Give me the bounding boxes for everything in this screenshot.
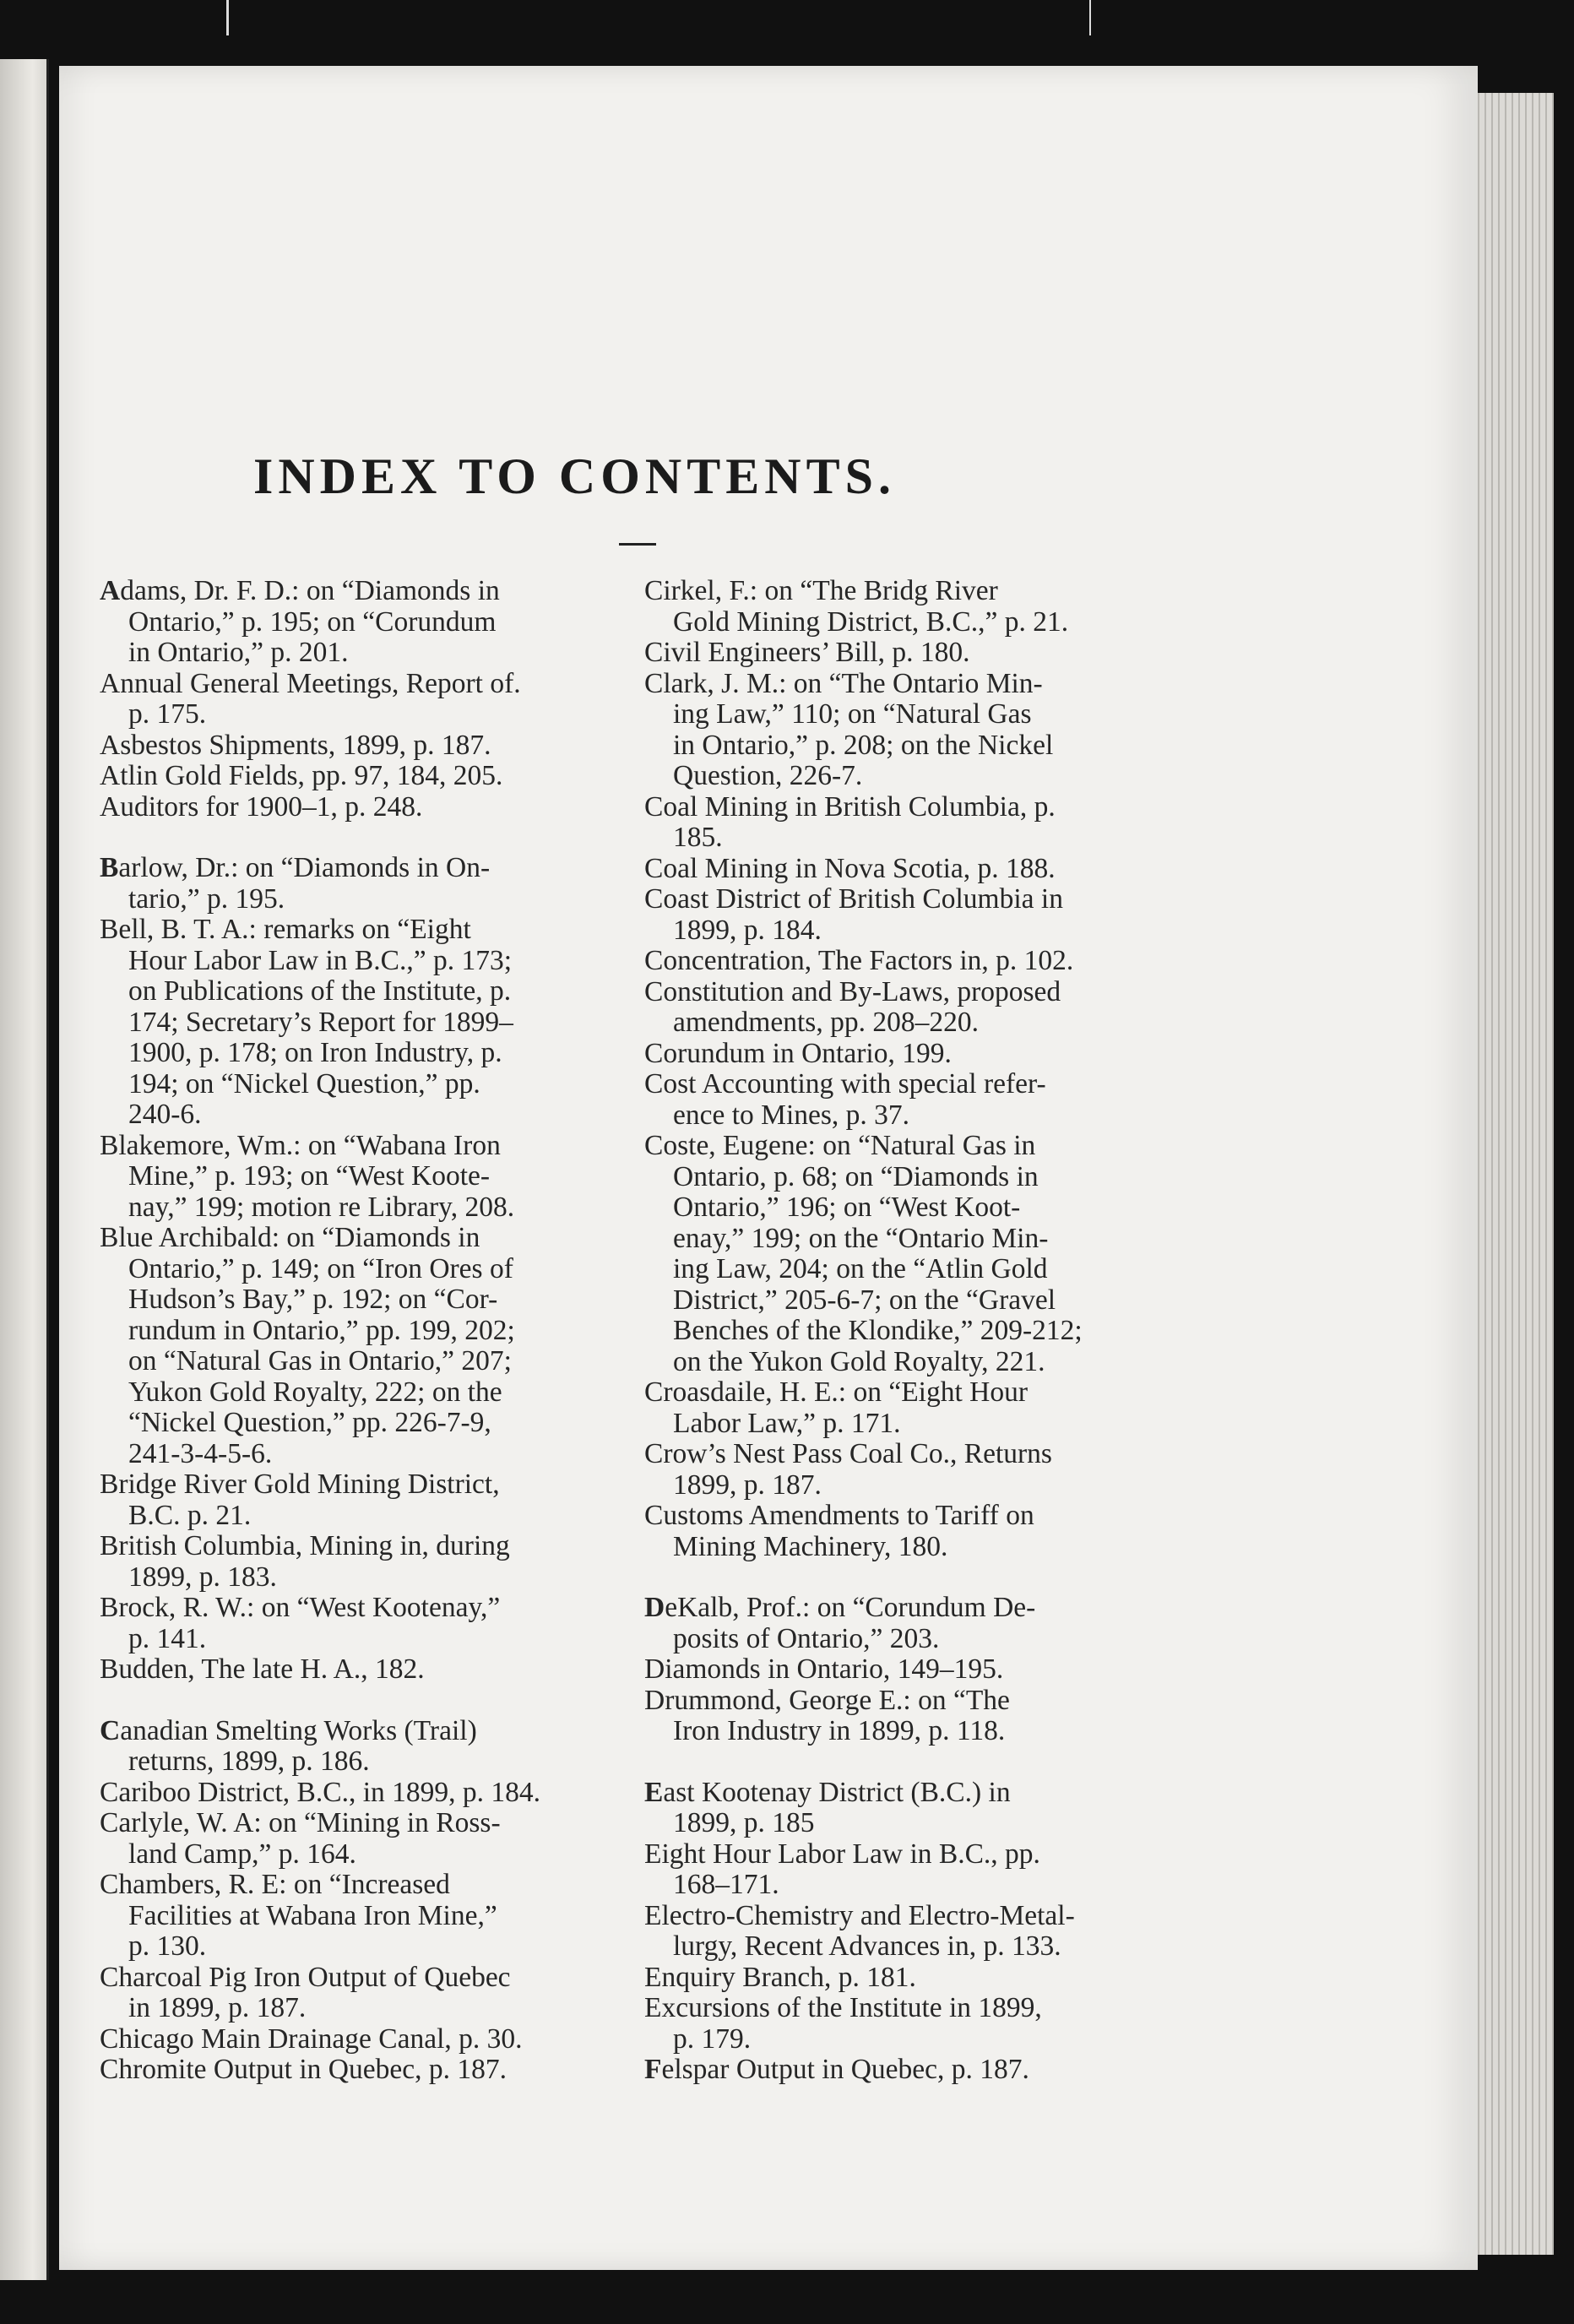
- entry-text: Concentration, The Factors in, p. 102.: [644, 945, 1074, 976]
- entry-text: Diamonds in Ontario, 149–195.: [644, 1653, 1004, 1685]
- scan-mark: [1089, 0, 1091, 35]
- index-column-left: [100, 576, 615, 2086]
- index-entry: [644, 1131, 1159, 1377]
- index-entry: [100, 576, 615, 669]
- index-entry: [644, 946, 1159, 977]
- section-initial: E: [644, 1776, 664, 1808]
- index-entry: [644, 669, 1159, 792]
- entry-text: Eight Hour Labor Law in B.C., pp. 168–171.: [644, 1838, 1040, 1900]
- index-entry: [100, 1870, 615, 1963]
- entry-text: Bridge River Gold Mining District, B.C. p. 21.: [100, 1469, 500, 1531]
- index-entry: [100, 1223, 615, 1469]
- entry-text: Coast District of British Columbia in 1899, p. 184.: [644, 883, 1063, 946]
- index-entry: [100, 2024, 615, 2055]
- entry-text: Carlyle, W. A: on “Mining in Ross- land Camp,” p. 164.: [100, 1807, 501, 1870]
- index-entry: [644, 2055, 1159, 2086]
- index-entry: [100, 669, 615, 730]
- index-entry: [100, 792, 615, 823]
- section-initial: C: [100, 1714, 121, 1746]
- entry-text: eKalb, Prof.: on “Corundum De- posits of Ontario,” 203.: [665, 1592, 1036, 1654]
- index-entry: [644, 792, 1159, 854]
- entry-text: Asbestos Shipments, 1899, p. 187.: [100, 729, 491, 761]
- title-divider: [619, 543, 656, 546]
- entry-text: Clark, J. M.: on “The Ontario Min- ing Law,” 110; on “Natural Gas in Ontario,” p. 208; on the Nickel Question, 226-7.: [644, 667, 1054, 791]
- index-entry: [644, 854, 1159, 885]
- index-entry: [100, 1716, 615, 1778]
- index-entry: [100, 915, 615, 1131]
- index-entry: [644, 1778, 1159, 1839]
- section-initial: A: [100, 575, 121, 606]
- index-entry: [644, 638, 1159, 669]
- entry-text: Brock, R. W.: on “West Kootenay,” p. 141.: [100, 1592, 501, 1654]
- entry-text: Budden, The late H. A., 182.: [100, 1653, 425, 1685]
- index-entry: [100, 853, 615, 915]
- entry-text: Cost Accounting with special refer- ence to Mines, p. 37.: [644, 1068, 1046, 1131]
- index-entry: [644, 1501, 1159, 1562]
- entry-text: Drummond, George E.: on “The Iron Industry in 1899, p. 118.: [644, 1684, 1010, 1746]
- entry-text: elspar Output in Quebec, p. 187.: [661, 2054, 1029, 2085]
- section-gap: [644, 1747, 1159, 1778]
- index-entry: [644, 1039, 1159, 1070]
- entry-text: ast Kootenay District (B.C.) in 1899, p. 185: [663, 1776, 1011, 1838]
- index-entry: [644, 1993, 1159, 2055]
- entry-text: Electro-Chemistry and Electro-Metal- lurgy, Recent Advances in, p. 133.: [644, 1899, 1075, 1962]
- index-entry: [644, 1963, 1159, 1994]
- index-entry: [644, 1901, 1159, 1963]
- entry-text: anadian Smelting Works (Trail) returns, 1899, p. 186.: [120, 1714, 477, 1777]
- entry-text: Constitution and By-Laws, proposed amendments, pp. 208–220.: [644, 975, 1061, 1038]
- page-title: INDEX TO CONTENTS.: [253, 448, 896, 504]
- entry-text: Chicago Main Drainage Canal, p. 30.: [100, 2023, 523, 2055]
- entry-text: Cariboo District, B.C., in 1899, p. 184.: [100, 1776, 541, 1808]
- index-entry: [100, 761, 615, 792]
- index-entry: [644, 1654, 1159, 1686]
- section-initial: F: [644, 2054, 662, 2085]
- index-entry: [100, 1593, 615, 1654]
- entry-text: Customs Amendments to Tariff on Mining Machinery, 180.: [644, 1500, 1034, 1562]
- entry-text: Annual General Meetings, Report of. p. 175.: [100, 667, 521, 730]
- entry-text: Corundum in Ontario, 199.: [644, 1037, 952, 1069]
- section-gap: [644, 1562, 1159, 1593]
- entry-text: Coal Mining in Nova Scotia, p. 188.: [644, 852, 1056, 884]
- index-entry: [644, 977, 1159, 1039]
- entry-text: arlow, Dr.: on “Diamonds in On- tario,” p. 195.: [118, 852, 491, 915]
- section-initial: D: [644, 1592, 665, 1623]
- entry-text: Blue Archibald: on “Diamonds in Ontario,” p. 149; on “Iron Ores of Hudson’s Bay,” p. 192; on “Cor- rundum in Ontario,” pp. 199, 202; on “Natural Gas in Ontario,” 207; Yukon Gold Royalty, 222; on the “Nickel Question,” pp. 226-7-9, 241-3-4-5-6.: [100, 1222, 515, 1469]
- index-entry: [644, 1439, 1159, 1501]
- entry-text: Civil Engineers’ Bill, p. 180.: [644, 637, 970, 668]
- entry-text: Charcoal Pig Iron Output of Quebec in 1899, p. 187.: [100, 1961, 511, 2023]
- index-entry: [100, 1469, 615, 1531]
- index-entry: [644, 576, 1159, 638]
- index-entry: [100, 1654, 615, 1686]
- entry-text: Coal Mining in British Columbia, p. 185.: [644, 790, 1056, 853]
- index-entry: [100, 1778, 615, 1809]
- facing-page-edge: [0, 59, 49, 2280]
- section-gap: [100, 1686, 615, 1716]
- entry-text: Auditors for 1900–1, p. 248.: [100, 790, 423, 823]
- index-entry: [644, 1377, 1159, 1439]
- index-entry: [100, 1808, 615, 1870]
- index-entry: [644, 1686, 1159, 1747]
- entry-text: Atlin Gold Fields, pp. 97, 184, 205.: [100, 760, 503, 791]
- index-entry: [644, 884, 1159, 946]
- entry-text: Bell, B. T. A.: remarks on “Eight Hour Labor Law in B.C.,” p. 173; on Publications of the Institute, p. 174; Secretary’s Report for 1899– 1900, p. 178; on Iron Industry, p. 194; on “Nickel Question,” pp. 240-6.: [100, 914, 513, 1130]
- entry-text: Crow’s Nest Pass Coal Co., Returns 1899, p. 187.: [644, 1438, 1052, 1501]
- index-entry: [100, 730, 615, 762]
- entry-text: Coste, Eugene: on “Natural Gas in Ontario, p. 68; on “Diamonds in Ontario,” 196; on “West Koot- enay,” 199; on the “Ontario Min- ing Law, 204; on the “Atlin Gold District,” 205-6-7; on the “Gravel Benches of the Klondike,” 209-212; on the Yukon Gold Royalty, 221.: [644, 1130, 1083, 1377]
- index-column-right: [644, 576, 1159, 2086]
- entry-text: Chromite Output in Quebec, p. 187.: [100, 2054, 507, 2085]
- entry-text: Cirkel, F.: on “The Bridg River Gold Mining District, B.C.,” p. 21.: [644, 575, 1069, 638]
- index-entry: [100, 1963, 615, 2024]
- entry-text: Blakemore, Wm.: on “Wabana Iron Mine,” p. 193; on “West Koote- nay,” 199; motion re Library, 208.: [100, 1129, 515, 1223]
- index-entry: [100, 2055, 615, 2086]
- scan-mark: [226, 0, 229, 35]
- entry-text: British Columbia, Mining in, during 1899, p. 183.: [100, 1530, 510, 1593]
- section-initial: B: [100, 852, 119, 883]
- index-entry: [644, 1593, 1159, 1654]
- index-entry: [644, 1839, 1159, 1901]
- section-gap: [100, 823, 615, 853]
- entry-text: Croasdaile, H. E.: on “Eight Hour Labor Law,” p. 171.: [644, 1376, 1029, 1439]
- entry-text: Chambers, R. E: on “Increased Facilities at Wabana Iron Mine,” p. 130.: [100, 1869, 497, 1962]
- index-entry: [644, 1069, 1159, 1131]
- entry-text: Enquiry Branch, p. 181.: [644, 1961, 916, 1993]
- entry-text: dams, Dr. F. D.: on “Diamonds in Ontario,” p. 195; on “Corundum in Ontario,” p. 201.: [120, 575, 500, 668]
- entry-text: Excursions of the Institute in 1899, p. 179.: [644, 1992, 1042, 2055]
- index-entry: [100, 1131, 615, 1224]
- index-entry: [100, 1531, 615, 1593]
